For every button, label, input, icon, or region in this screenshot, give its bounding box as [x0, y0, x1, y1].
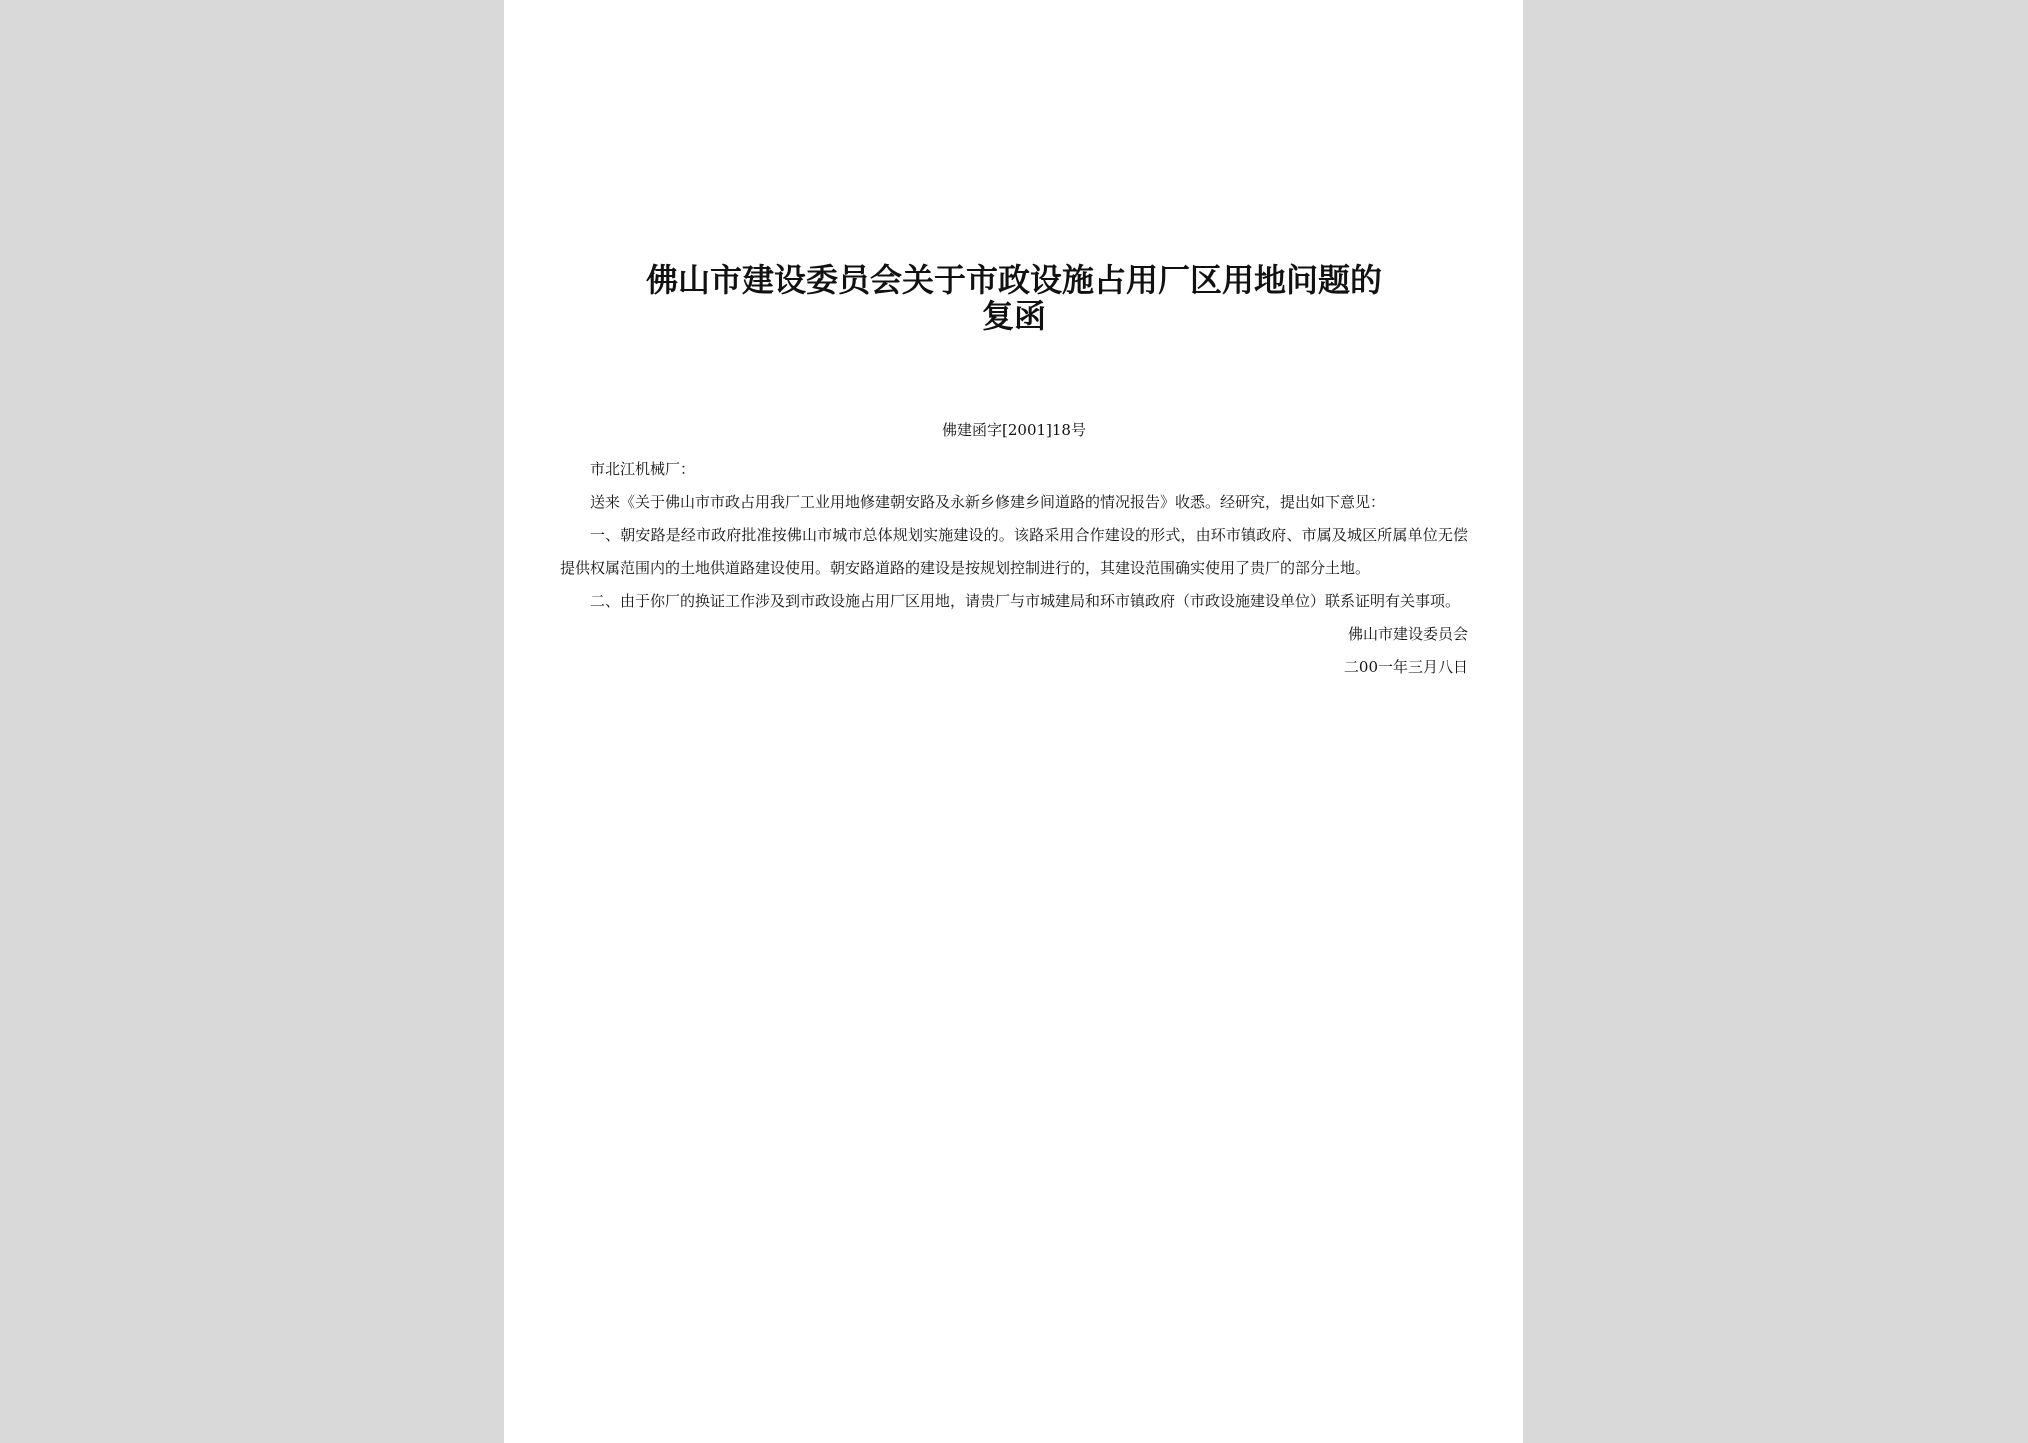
title-line-1: 佛山市建设委员会关于市政设施占用厂区用地问题的	[645, 261, 1382, 299]
paragraph-point-1: 一、朝安路是经市政府批准按佛山市城市总体规划实施建设的。该路采用合作建设的形式，由环市镇政府、市属及城区所属单位无偿提供权属范围内的土地供道路建设使用。朝安路道路的建设是按规划控制进行的，其建设范围确实使用了贵厂的部分土地。	[560, 526, 1468, 577]
title-line-2: 复函	[981, 297, 1046, 335]
document-page	[504, 0, 1523, 1443]
paragraph-intro: 送来《关于佛山市市政占用我厂工业用地修建朝安路及永新乡修建乡间道路的情况报告》收悉。经研究，提出如下意见：	[590, 493, 1386, 511]
document-title	[560, 262, 1468, 334]
addressee: 市北江机械厂：	[590, 460, 696, 478]
signature-block	[560, 618, 1468, 684]
paragraph-point-2: 二、由于你厂的换证工作涉及到市政设施占用厂区用地，请贵厂与市城建局和环市镇政府（市政设施建设单位）联系证明有关事项。	[590, 592, 1461, 610]
document-content	[560, 262, 1468, 684]
document-body	[560, 453, 1468, 618]
signature-issuer: 佛山市建设委员会	[1347, 625, 1468, 643]
document-number: 佛建函字[2001]18号	[942, 421, 1086, 439]
signature-date: 二00一年三月八日	[1343, 658, 1468, 676]
